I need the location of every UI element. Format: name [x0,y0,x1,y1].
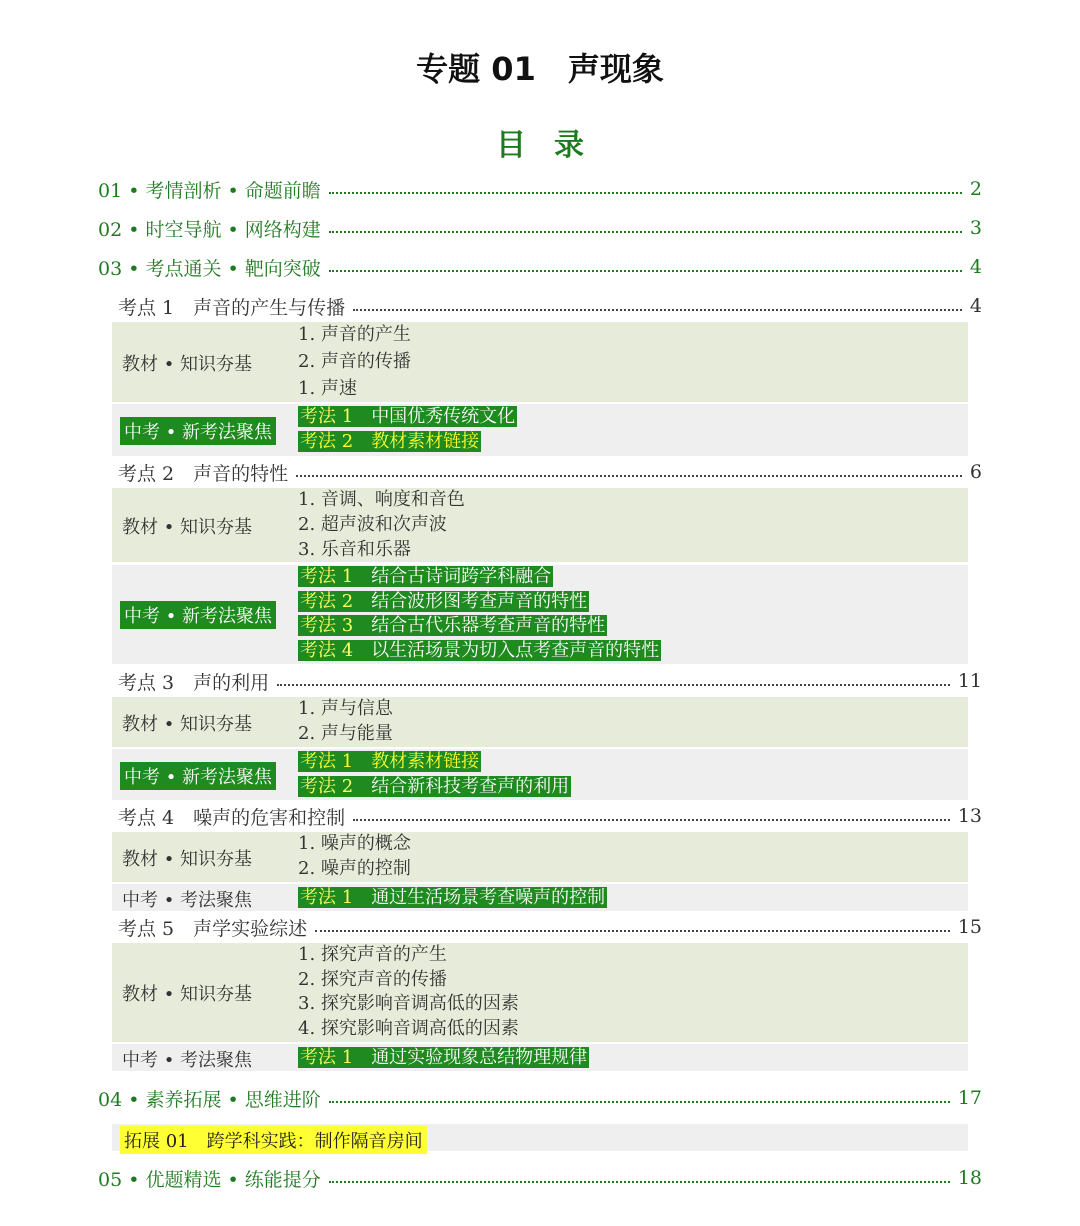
method-num: 考法 2 [300,776,354,797]
toc-section-label: 05 • 优题精选 • 练能提分 [98,1168,321,1191]
method-num: 考法 2 [300,431,354,452]
toc-heading: 目录 [496,128,612,163]
knowledge-item[interactable]: 1. 噪声的概念 [298,833,411,854]
kaodian-5-table [112,943,968,1071]
extension-item[interactable]: 拓展 01 跨学科实践：制作隔音房间 [120,1126,427,1154]
leader-dots [329,1101,950,1103]
toc-kaodian-2[interactable] [118,457,982,487]
knowledge-label: 教材 • 知识夯基 [122,714,253,735]
method-label: 中考 • 新考法聚焦 [120,417,276,445]
method-num: 考法 2 [300,591,354,612]
knowledge-item[interactable]: 4. 探究影响音调高低的因素 [298,1018,519,1039]
knowledge-row [112,322,968,402]
leader-dots [329,1181,950,1183]
toc-section-label: 03 • 考点通关 • 靶向突破 [98,257,321,280]
toc-section-03[interactable] [98,252,982,282]
knowledge-item[interactable]: 2. 声音的传播 [298,351,411,372]
toc-kaodian-3[interactable] [118,666,982,696]
method-text: 通过实验现象总结物理规律 [371,1047,588,1068]
page-title: 专题 01 声现象 [416,50,664,88]
method-item[interactable] [298,405,517,429]
method-item[interactable] [298,886,607,910]
knowledge-label: 教材 • 知识夯基 [122,354,253,375]
method-label: 中考 • 考法聚焦 [122,1050,253,1071]
knowledge-item[interactable]: 2. 声与能量 [298,723,393,744]
method-num: 考法 1 [300,566,354,587]
leader-dots [329,270,962,272]
leader-dots [296,475,962,477]
knowledge-item[interactable]: 3. 乐音和乐器 [298,539,411,560]
toc-page-number: 4 [969,295,982,317]
toc-section-label: 02 • 时空导航 • 网络构建 [98,218,321,241]
method-text: 通过生活场景考查噪声的控制 [371,887,606,908]
leader-dots [329,231,962,233]
leader-dots [315,930,950,932]
toc-page-number: 13 [957,805,982,827]
kaodian-4-table [112,832,968,912]
method-item[interactable] [298,1046,589,1070]
leader-dots [353,819,950,821]
method-num: 考法 3 [300,615,354,636]
method-label: 中考 • 新考法聚焦 [120,601,276,629]
knowledge-item[interactable]: 2. 探究声音的传播 [298,969,447,990]
method-text: 结合古代乐器考查声音的特性 [371,615,606,636]
knowledge-row [112,943,968,1042]
method-item[interactable] [298,639,661,663]
leader-dots [277,684,950,686]
toc-section-02[interactable] [98,213,982,243]
toc-kaodian-5[interactable] [118,912,982,942]
kaodian-1-table [112,322,968,456]
leader-dots [329,192,962,194]
method-item[interactable] [298,590,589,614]
method-item[interactable] [298,614,607,638]
knowledge-item[interactable]: 1. 声与信息 [298,698,393,719]
toc-page-number: 11 [957,670,982,692]
knowledge-item[interactable]: 1. 音调、响度和音色 [298,489,465,510]
kaodian-label: 考点 2 声音的特性 [118,462,289,485]
knowledge-row [112,832,968,882]
toc-section-04[interactable] [98,1083,982,1113]
toc-page-number: 17 [957,1087,982,1109]
method-text: 结合新科技考查声的利用 [371,776,570,797]
knowledge-item[interactable]: 1. 声速 [298,378,357,399]
toc-kaodian-1[interactable] [118,291,982,321]
method-text: 以生活场景为切入点考查声音的特性 [371,640,660,661]
knowledge-row [112,488,968,562]
method-text: 教材素材链接 [371,431,480,452]
toc-page-number: 15 [957,916,982,938]
method-num: 考法 1 [300,1047,354,1068]
knowledge-item[interactable]: 3. 探究影响音调高低的因素 [298,993,519,1014]
method-row [112,884,968,911]
kaodian-2-table [112,488,968,664]
knowledge-row [112,697,968,747]
method-label: 中考 • 新考法聚焦 [120,762,276,790]
toc-page-number: 2 [969,178,982,200]
kaodian-label: 考点 3 声的利用 [118,671,270,694]
method-row [112,404,968,456]
method-text: 结合波形图考查声音的特性 [371,591,588,612]
method-text: 结合古诗词跨学科融合 [371,566,552,587]
knowledge-label: 教材 • 知识夯基 [122,517,253,538]
knowledge-item[interactable]: 2. 噪声的控制 [298,858,411,879]
extension-table [112,1124,968,1151]
method-text: 教材素材链接 [371,751,480,772]
toc-page-number: 6 [969,461,982,483]
kaodian-3-table [112,697,968,800]
method-label: 中考 • 考法聚焦 [122,890,253,911]
knowledge-item[interactable]: 1. 探究声音的产生 [298,944,447,965]
toc-kaodian-4[interactable] [118,801,982,831]
toc-section-label: 01 • 考情剖析 • 命题前瞻 [98,179,321,202]
method-item[interactable] [298,750,481,774]
toc-page-number: 3 [969,217,982,239]
method-num: 考法 1 [300,751,354,772]
toc-section-01[interactable] [98,174,982,204]
method-item[interactable] [298,775,571,799]
knowledge-label: 教材 • 知识夯基 [122,849,253,870]
method-text: 中国优秀传统文化 [371,406,516,427]
toc-page-number: 4 [969,256,982,278]
method-row [112,1044,968,1071]
knowledge-item[interactable]: 1. 声音的产生 [298,324,411,345]
method-num: 考法 1 [300,406,354,427]
method-num: 考法 4 [300,640,354,661]
toc-section-label: 04 • 素养拓展 • 思维进阶 [98,1088,321,1111]
knowledge-item[interactable]: 2. 超声波和次声波 [298,514,447,535]
method-item[interactable] [298,430,481,454]
kaodian-label: 考点 4 噪声的危害和控制 [118,806,346,829]
method-item[interactable] [298,565,553,589]
knowledge-label: 教材 • 知识夯基 [122,984,253,1005]
method-row [112,749,968,800]
method-row [112,565,968,664]
leader-dots [353,309,962,311]
extension-row [112,1124,968,1151]
kaodian-label: 考点 5 声学实验综述 [118,917,308,940]
method-num: 考法 1 [300,887,354,908]
kaodian-label: 考点 1 声音的产生与传播 [118,296,346,319]
toc-page-number: 18 [957,1167,982,1189]
toc-section-05[interactable] [98,1163,982,1193]
